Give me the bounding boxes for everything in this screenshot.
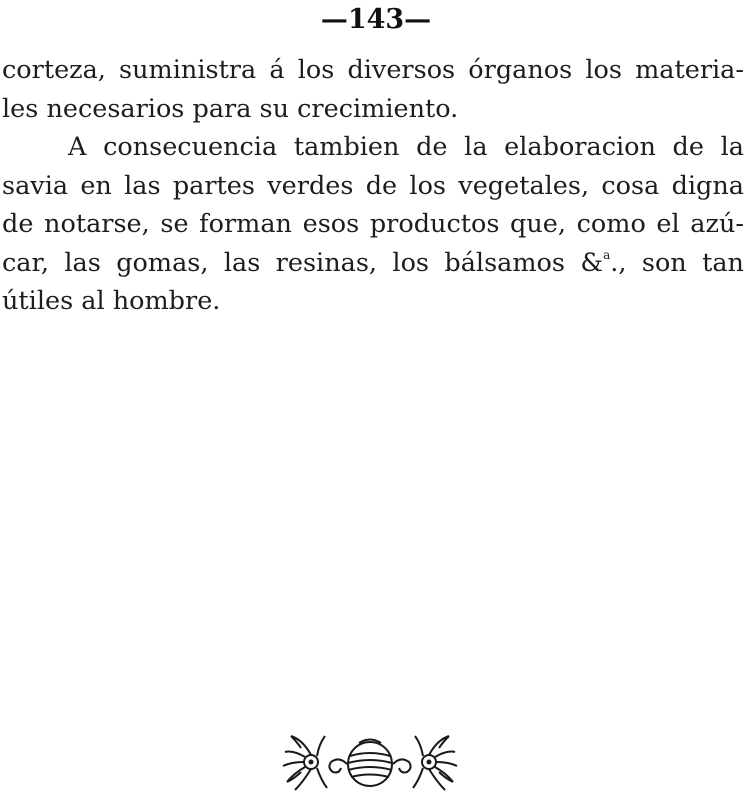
text-line: de notarse, se forman esos productos que, como el azú- (2, 209, 744, 239)
page-number: —143— (320, 4, 432, 35)
text-line: les necesarios para su crecimiento. (2, 93, 459, 124)
superscript-a: a (603, 247, 611, 262)
text-segment: car, las gomas, las resinas, los bálsamos & (2, 247, 604, 278)
text-segment: ., son tan (610, 247, 744, 278)
body-text (2, 51, 744, 321)
text-line: corteza, suministra á los diversos órganos los materia- (2, 55, 744, 85)
tailpiece-ornament-icon (281, 726, 459, 794)
text-line (2, 244, 744, 283)
text-line: útiles al hombre. (2, 286, 221, 316)
text-line: A consecuencia tambien de la elaboracion de la (68, 132, 744, 162)
text-line: savia en las partes verdes de los vegetales, cosa digna (2, 170, 744, 201)
